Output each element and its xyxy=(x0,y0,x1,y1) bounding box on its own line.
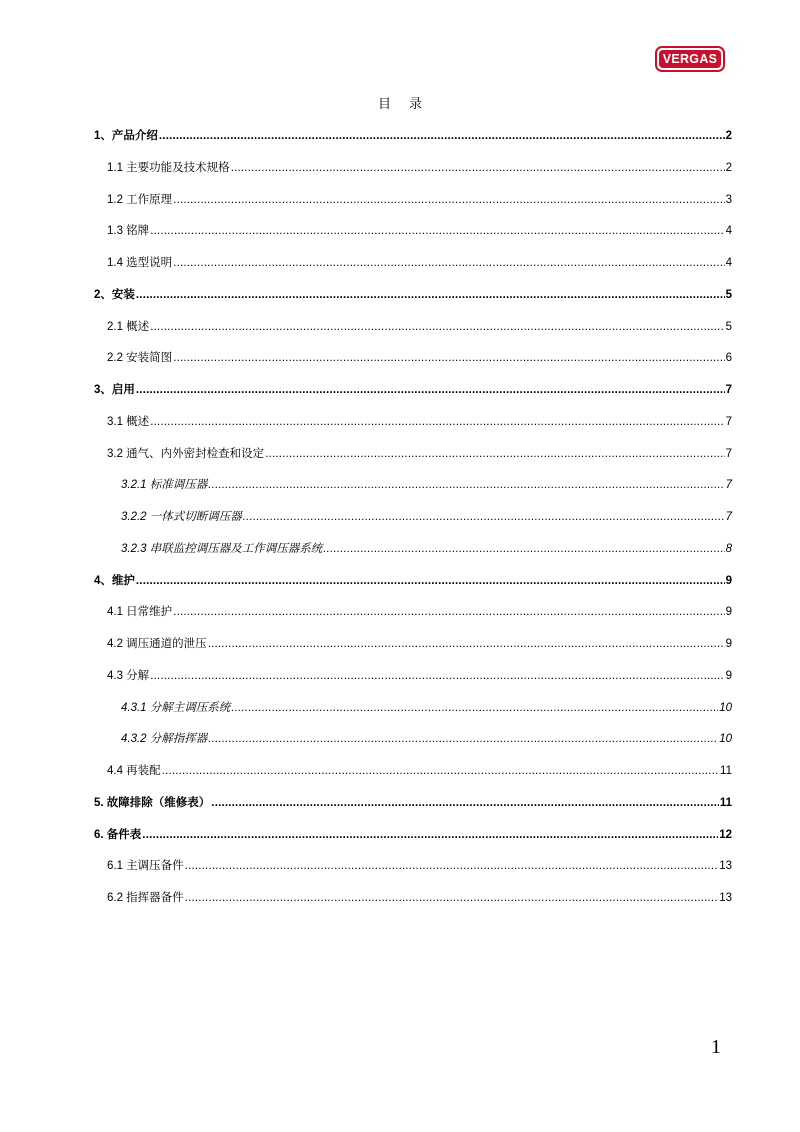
toc-entry[interactable] xyxy=(121,731,732,747)
toc-entry-page: 9 xyxy=(725,638,732,650)
toc-entry-label: 2.2 安装简图 xyxy=(107,352,173,365)
toc-entry-page: 10 xyxy=(719,733,732,746)
toc-entry-page: 8 xyxy=(725,542,732,555)
toc-entry[interactable] xyxy=(94,573,732,589)
toc-entry[interactable] xyxy=(107,636,732,652)
toc-entry[interactable] xyxy=(121,509,732,525)
toc-entry[interactable] xyxy=(107,890,732,906)
toc-leader-dots xyxy=(231,700,718,716)
toc-leader-dots xyxy=(323,541,724,557)
toc-leader-dots xyxy=(208,477,724,493)
toc-entry-label: 4.2 调压通道的泄压 xyxy=(107,638,207,650)
toc-entry-page: 10 xyxy=(719,701,732,714)
toc-leader-dots xyxy=(208,636,725,652)
toc-entry-label: 1.4 选型说明 xyxy=(107,257,173,269)
toc-entry-page: 13 xyxy=(719,892,732,904)
toc-entry-label: 4、维护 xyxy=(94,574,135,587)
toc-entry-page: 7 xyxy=(725,384,732,396)
toc-entry-page: 11 xyxy=(719,796,732,809)
toc-entry[interactable] xyxy=(107,192,732,208)
toc-entry-label: 3.1 概述 xyxy=(107,415,150,428)
toc-entry[interactable] xyxy=(107,160,732,176)
toc-entry[interactable] xyxy=(107,255,732,271)
vergas-logo xyxy=(655,46,725,72)
toc-entry[interactable] xyxy=(107,858,732,874)
toc-entry[interactable] xyxy=(107,319,732,335)
toc-entry-label: 2.1 概述 xyxy=(107,320,150,333)
toc-entry-label: 4.3.1 分解主调压系统 xyxy=(121,701,231,714)
logo-text: VERGAS xyxy=(659,50,722,68)
toc-leader-dots xyxy=(231,160,725,176)
toc-entry-label: 4.1 日常维护 xyxy=(107,606,173,619)
toc-entry[interactable] xyxy=(107,350,732,366)
toc-leader-dots xyxy=(243,509,725,525)
toc-entry-label: 3.2.2 一体式切断调压器 xyxy=(121,511,242,523)
toc-entry-page: 7 xyxy=(725,415,732,428)
toc-entry-page: 7 xyxy=(725,511,732,523)
toc-entry-label: 3.2 通气、内外密封检查和设定 xyxy=(107,447,265,460)
toc-leader-dots xyxy=(173,255,724,271)
toc-leader-dots xyxy=(185,858,719,874)
toc-entry-label: 1.1 主要功能及技术规格 xyxy=(107,161,230,174)
toc-entry-page: 11 xyxy=(720,765,732,777)
toc-entry[interactable] xyxy=(107,668,732,684)
toc-entry-page: 9 xyxy=(725,574,732,587)
toc-leader-dots xyxy=(173,192,724,208)
toc-entry-page: 7 xyxy=(725,447,732,460)
toc-entry[interactable] xyxy=(94,382,732,398)
toc-entry-page: 5 xyxy=(725,288,732,301)
toc-entry-page: 5 xyxy=(725,320,732,333)
toc-leader-dots xyxy=(150,319,724,335)
toc-entry-label: 6.1 主调压备件 xyxy=(107,860,184,873)
toc-leader-dots xyxy=(150,414,724,430)
toc-entry[interactable] xyxy=(107,763,732,779)
toc-leader-dots xyxy=(211,795,719,811)
toc-entry[interactable] xyxy=(107,604,732,620)
toc-entry-label: 6. 备件表 xyxy=(94,828,142,841)
toc-entry-page: 9 xyxy=(725,606,732,619)
toc-entry-page: 12 xyxy=(719,828,732,841)
toc-leader-dots xyxy=(173,350,724,366)
toc-entry-page: 4 xyxy=(725,257,732,269)
toc-entry-label: 1.2 工作原理 xyxy=(107,193,173,206)
toc-entry-page: 13 xyxy=(719,860,732,873)
toc-leader-dots xyxy=(150,223,724,239)
toc-leader-dots xyxy=(136,382,725,398)
toc-entry[interactable] xyxy=(94,795,732,811)
toc-entry-page: 7 xyxy=(725,479,732,492)
toc-entry[interactable] xyxy=(107,446,732,462)
page-number: 1 xyxy=(711,1036,721,1058)
toc-entry-label: 1.3 铭牌 xyxy=(107,225,150,238)
toc-entry-label: 3.2.1 标准调压器 xyxy=(121,479,208,492)
toc-entry[interactable] xyxy=(94,128,732,144)
toc-entry-page: 6 xyxy=(725,352,732,365)
toc-leader-dots xyxy=(150,668,724,684)
toc-entry-label: 2、安装 xyxy=(94,288,135,301)
toc-entry-page: 9 xyxy=(725,669,732,682)
toc-entry[interactable] xyxy=(121,700,732,716)
toc-entry-page: 4 xyxy=(725,225,732,238)
toc-entry[interactable] xyxy=(107,223,732,239)
toc-leader-dots xyxy=(162,763,719,779)
toc-entry[interactable] xyxy=(94,287,732,303)
toc-leader-dots xyxy=(142,827,718,843)
toc-leader-dots xyxy=(185,890,719,906)
toc-entry-label: 4.3 分解 xyxy=(107,669,150,682)
toc-entry-page: 3 xyxy=(725,193,732,206)
toc-leader-dots xyxy=(265,446,724,462)
toc-leader-dots xyxy=(208,731,718,747)
toc-entry-page: 2 xyxy=(725,161,732,174)
toc-entry-label: 4.4 再装配 xyxy=(107,765,161,777)
toc-entry[interactable] xyxy=(121,541,732,557)
toc-entry[interactable] xyxy=(94,827,732,843)
toc-leader-dots xyxy=(173,604,724,620)
toc-entry-page: 2 xyxy=(725,130,732,142)
toc-leader-dots xyxy=(159,128,725,144)
toc-entry-label: 1、产品介绍 xyxy=(94,130,158,142)
toc-entry-label: 6.2 指挥器备件 xyxy=(107,892,184,904)
toc-title: 目录 xyxy=(377,97,440,112)
toc-leader-dots xyxy=(136,287,725,303)
toc-entry[interactable] xyxy=(121,477,732,493)
toc-entry-label: 5. 故障排除（维修表） xyxy=(94,796,211,809)
toc-entry-label: 3.2.3 串联监控调压器及工作调压器系统 xyxy=(121,542,323,555)
toc-entry-label: 3、启用 xyxy=(94,384,135,396)
toc-entry[interactable] xyxy=(107,414,732,430)
toc-entry-label: 4.3.2 分解指挥器 xyxy=(121,733,208,746)
toc-leader-dots xyxy=(136,573,725,589)
